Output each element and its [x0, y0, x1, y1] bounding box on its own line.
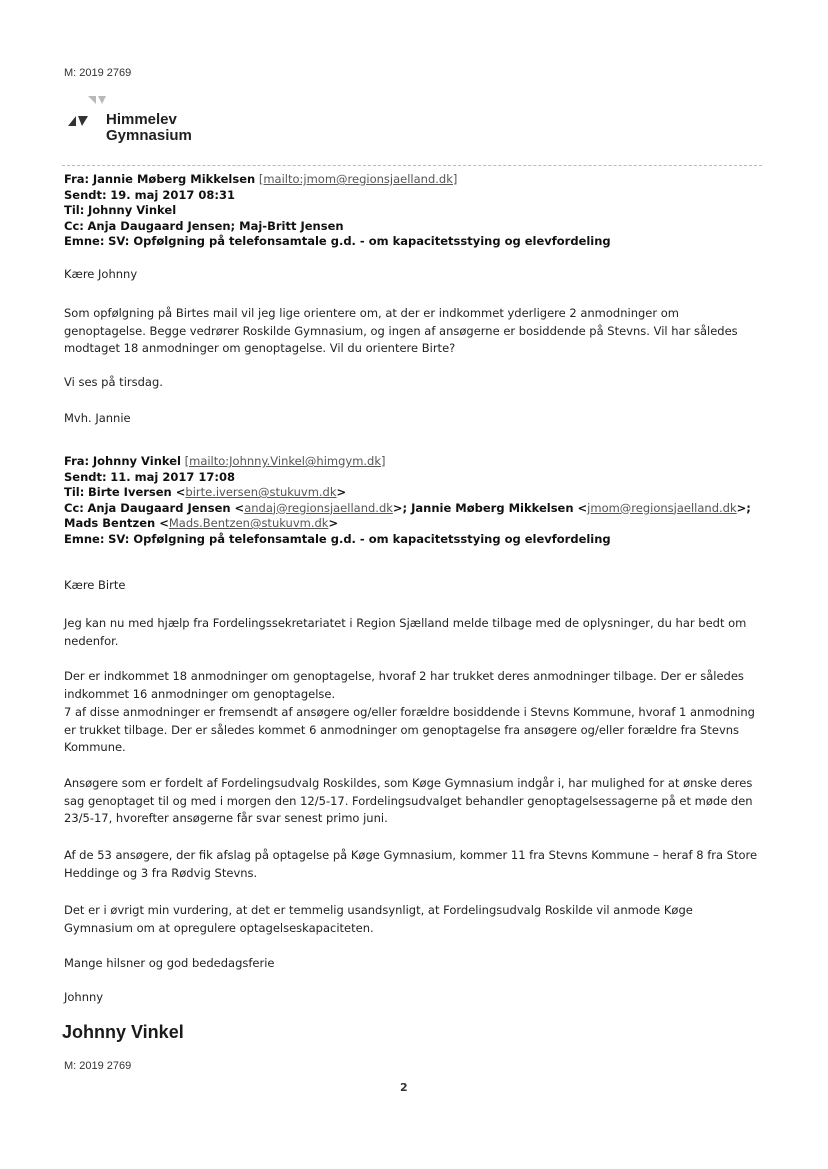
email1-to-line: Til: Johnny Vinkel: [64, 203, 177, 217]
email2-subject: SV: Opfølgning på telefonsamtale g.d. - om kapacitetsstying og elevfordeling: [108, 531, 611, 546]
email1-to: Johnny Vinkel: [87, 203, 177, 217]
email2-sent-line: Sendt: 11. maj 2017 17:08: [64, 469, 235, 484]
email2-cc-line-2: Mads Bentzen <Mads.Bentzen@stukuvm.dk>: [64, 516, 339, 530]
email1-body: Som opfølgning på Birtes mail vil jeg lige orientere om, at der er indkommet yderligere 2 anmodninger om genoptagelse. Begge vedrører Roskilde Gymnasium, og ingen af ansøgerne er bosiddende på Stevns. Vil har således modtaget 18 anmodninger om genoptagelse. Vil du orientere Birte?: [64, 306, 738, 355]
email2-cc2-link[interactable]: jmom@regionsjaelland.dk: [587, 500, 737, 515]
email2-greeting: Kære Birte: [64, 578, 126, 592]
email1-from: Jannie Møberg Mikkelsen: [92, 172, 256, 186]
email1-closing-1: Vi ses på tirsdag.: [64, 375, 163, 389]
email2-paragraph-2a: Der er indkommet 18 anmodninger om genoptagelse, hvoraf 2 har trukket deres anmodninger tilbage. Der er således indkommet 16 anmodninger om genoptagelse.: [64, 669, 744, 701]
email1-sent: 19. maj 2017 08:31: [110, 187, 235, 202]
email1-subject: SV: Opfølgning på telefonsamtale g.d. - om kapacitetsstying og elevfordeling: [108, 234, 611, 248]
email2-paragraph-3: Ansøgere som er fordelt af Fordelingsudvalg Roskildes, som Køge Gymnasium indgår i, har mulighed for at ønske deres sag genoptaget til og med i morgen den 12/5-17. Fordelingsudvalget behandler genoptagelsessagerne på et møde den 23/5-17, hvorefter ansøgerne får svar senest primo juni.: [64, 776, 753, 825]
email2-paragraph-7: Johnny: [64, 990, 104, 1004]
page-number: 2: [400, 1081, 408, 1094]
email2-paragraph-4: Af de 53 ansøgere, der fik afslag på optagelse på Køge Gymnasium, kommer 11 fra Stevns Kommune – heraf 8 fra Store Heddinge og 3 fra Rødvig Stevns.: [64, 848, 758, 880]
email1-cc-line: Cc: Anja Daugaard Jensen; Maj-Britt Jensen: [64, 218, 344, 233]
signature-name: Johnny Vinkel: [62, 1022, 184, 1042]
email2-paragraph-2b: 7 af disse anmodninger er fremsendt af ansøgere og/eller forældre bosiddende i Stevns Kommune, hvoraf 1 anmodning er trukket tilbage. Der er således kommet 6 anmodninger om genoptagelse fra ansøgere og/eller forældre fra Stevns Kommune.: [64, 705, 755, 754]
email2-paragraph-1: Jeg kan nu med hjælp fra Fordelingssekretariatet i Region Sjælland melde tilbage med de oplysninger, du har bedt om nedenfor.: [64, 616, 747, 648]
reference-number-top: M: 2019 2769: [64, 67, 132, 79]
email1-closing-2: Mvh. Jannie: [64, 411, 131, 425]
email2-cc-line: Cc: Anja Daugaard Jensen <andaj@regionsjaelland.dk>; Jannie Møberg Mikkelsen <jmom@regionsjaelland.dk>;: [64, 500, 751, 515]
logo-line-1: Himmelev: [106, 111, 177, 128]
email1-subject-line: Emne: SV: Opfølgning på telefonsamtale g.d. - om kapacitetsstying og elevfordeling: [64, 234, 611, 248]
email2-to-line: Til: Birte Iversen <birte.iversen@stukuvm.dk>: [64, 485, 347, 499]
email2-cc3-link[interactable]: Mads.Bentzen@stukuvm.dk: [168, 516, 329, 530]
email2-cc1-link[interactable]: andaj@regionsjaelland.dk: [244, 500, 393, 515]
himmelev-logo-icon: [62, 92, 106, 128]
logo-line-2: Gymnasium: [106, 127, 192, 144]
email2-to-link[interactable]: birte.iversen@stukuvm.dk: [185, 485, 337, 499]
email2-from-link[interactable]: [mailto:Johnny.Vinkel@himgym.dk]: [184, 454, 386, 468]
email2-paragraph-6: Mange hilsner og god bededagsferie: [64, 956, 275, 970]
email1-cc: Anja Daugaard Jensen; Maj-Britt Jensen: [87, 218, 344, 233]
email1-greeting: Kære Johnny: [64, 267, 138, 281]
email1-from-link[interactable]: [mailto:jmom@regionsjaelland.dk]: [258, 172, 458, 186]
email2-from: Johnny Vinkel: [92, 454, 181, 468]
email2-from-line: Fra: Johnny Vinkel [mailto:Johnny.Vinkel@himgym.dk]: [64, 454, 386, 468]
signature-reference: M: 2019 2769: [64, 1060, 132, 1072]
email1-from-line: Fra: Jannie Møberg Mikkelsen [mailto:jmom@regionsjaelland.dk]: [64, 172, 458, 186]
email1-sent-line: Sendt: 19. maj 2017 08:31: [64, 187, 235, 202]
header-divider: [62, 165, 762, 166]
email2-subject-line: Emne: SV: Opfølgning på telefonsamtale g.d. - om kapacitetsstying og elevfordeling: [64, 531, 611, 546]
logo-wordmark: [106, 112, 192, 144]
email2-paragraph-5: Det er i øvrigt min vurdering, at det er temmelig usandsynligt, at Fordelingsudvalg Roskilde vil anmode Køge Gymnasium om at opregulere optagelseskapaciteten.: [64, 903, 693, 935]
email1-header: [64, 172, 611, 250]
email2-header: [64, 454, 751, 547]
email2-sent: 11. maj 2017 17:08: [110, 469, 235, 484]
